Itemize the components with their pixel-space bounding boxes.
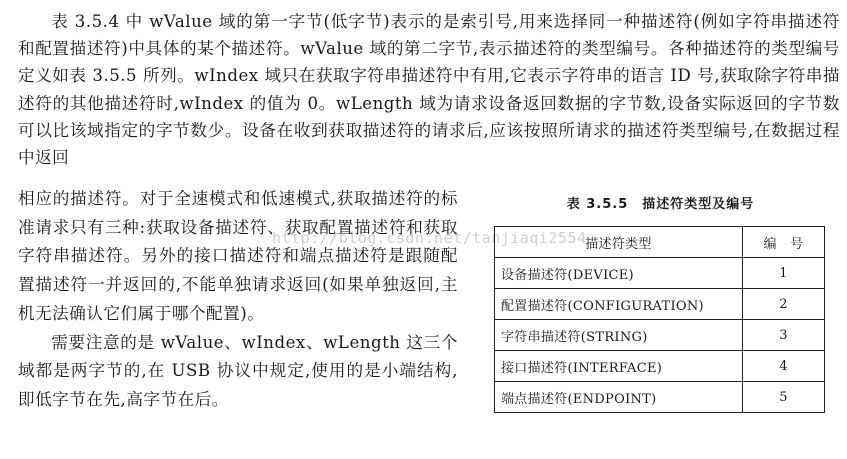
paragraph-full-width: 表 3.5.4 中 wValue 域的第一字节(低字节)表示的是索引号,用来选择同一种描述符(例如字符串描述符和配置描述符)中具体的某个描述符。wValue 域的第二字节,表示描述符的类型编号。各种描述符的类型编号定义如表 3.5.5 所列。wIndex 域只在获取字符串描述符中有用,它表示字符串的语言 ID 号,获取除字符串描述符的其他描述符时,wIndex 的值为 0。wLength 域为请求设备返回数据的字节数,设备实际返回的字节数可以比该域指定的字节数少。设备在收到获取描述符的请求后,应该按照所请求的描述符类型编号,在数据过程中返回 [18, 12, 840, 168]
row-descriptor-name: 端点描述符(ENDPOINT) [495, 382, 743, 413]
table-row [495, 320, 825, 351]
row-descriptor-name: 接口描述符(INTERFACE) [495, 351, 743, 382]
row-descriptor-number: 1 [743, 258, 825, 289]
table-row [495, 289, 825, 320]
row-descriptor-number: 3 [743, 320, 825, 351]
table-row [495, 351, 825, 382]
row-descriptor-number: 5 [743, 382, 825, 413]
header-number: 编 号 [743, 227, 825, 258]
row-descriptor-name: 设备描述符(DEVICE) [495, 258, 743, 289]
row-descriptor-name: 字符串描述符(STRING) [495, 320, 743, 351]
table-row [495, 382, 825, 413]
watermark-url: http://blog.csdn.net/tanjiaqi2554 [272, 229, 587, 247]
table-caption: 表 3.5.5 描述符类型及编号 [566, 197, 755, 212]
paragraph-endianness-note: 需要注意的是 wValue、wIndex、wLength 这三个域都是两字节的,在 USB 协议中规定,使用的是小端结构,即低字节在先,高字节在后。 [18, 332, 458, 409]
row-descriptor-number: 4 [743, 351, 825, 382]
descriptor-type-table [494, 226, 825, 413]
header-descriptor-type: 描述符类型 [495, 227, 743, 258]
row-descriptor-name: 配置描述符(CONFIGURATION) [495, 289, 743, 320]
table-row [495, 258, 825, 289]
table-header-row [495, 227, 825, 258]
paragraph-continuation: 相应的描述符。对于全速模式和低速模式,获取描述符的标准请求只有三种:获取设备描述符、获取配置描述符和获取字符串描述符。另外的接口描述符和端点描述符是跟随配置描述符一并返回的,不能单独请求返回(如果单独返回,主机无法确认它们属于哪个配置)。 [18, 189, 458, 323]
left-column [18, 185, 458, 415]
row-descriptor-number: 2 [743, 289, 825, 320]
